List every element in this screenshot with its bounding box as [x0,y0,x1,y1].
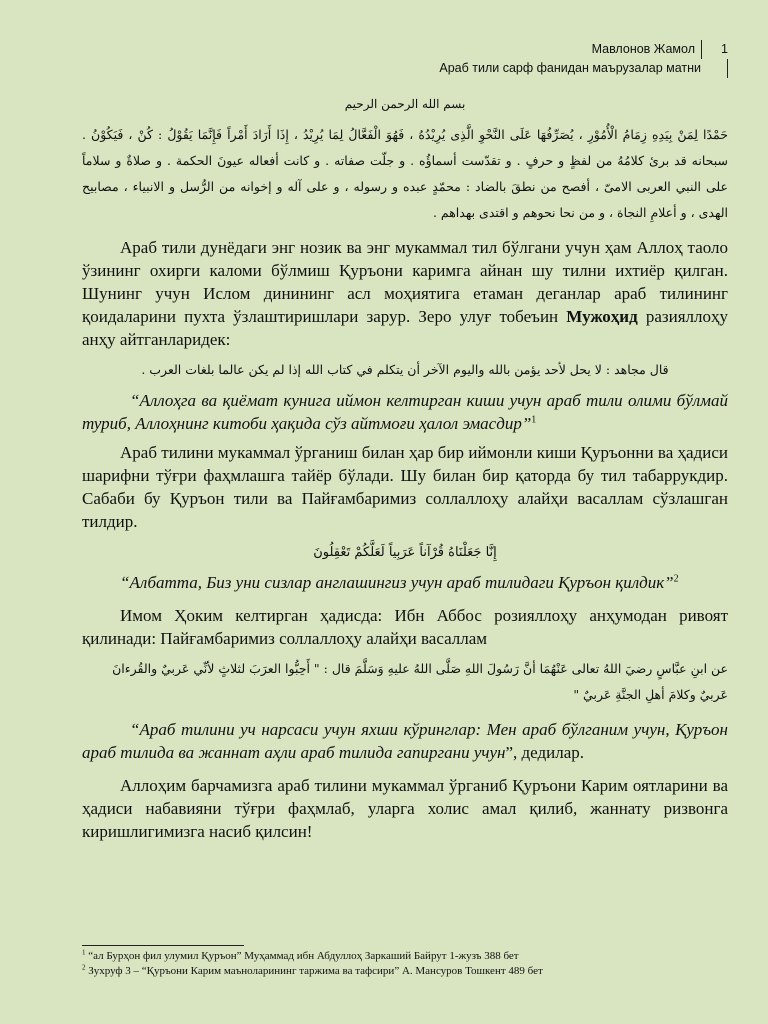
paragraph-1: Араб тили дунёдаги энг нозик ва энг мукаммал тил бўлгани учун ҳам Аллоҳ таоло ўзининг охирги каломи бўлмиш Қуръони каримга айнан шу тилни ихтиёр қилган. Шунинг учун Ислом динининг асл моҳиятига етаман деганлар араб тилининг қоидаларини пухта ўзлаштиришлари зарур. Зеро улуғ тобеъин Мужоҳид разияллоҳу анҳу айтганларидек: [82,238,728,349]
header-author-row [439,40,728,59]
footnote-ref-1: 1 [531,414,537,426]
footnote-1: $^1$ “ал Бурҳон фил улумил Қуръон” Муҳаммад ибн Абдуллоҳ Заркаший Байрут 1-жузъ 388 бет [82,948,519,962]
quote-1: “Аллоҳга ва қиёмат кунига иймон келтирган киши учун араб тили олими бўлмай туриб, Аллоҳнинг китоби ҳақида сўз айтмоғи ҳалол эмасдир”$^1$ [82,391,728,433]
paragraph-4: Аллоҳим барчамизга араб тилини мукаммал ўрганиб Қуръони Карим оятларини ва ҳадиси набавияни тўғри фаҳмлаб, уларга холис амал қилиб, жаннату ризвонга киришлигимизга насиб қилсин! [82,776,728,841]
basmala: بسم الله الرحمن الرحيم [344,97,466,111]
paragraph-2: Араб тилини мукаммал ўрганиш билан ҳар бир иймонли киши Қуръонни ва ҳадиси шарифни тўғри фаҳмлашга тайёр бўлади. Шу билан бир қаторда бу тил табаррукдир. Сабаби бу Қуръон тили ва Пайғамбаримиз соллаллоҳу алайҳи васаллам сўзлашган тилдир. [82,443,728,531]
header-title: Араб тили сарф фанидан маърузалар матни [439,59,728,78]
quote-2: “Албатта, Биз уни сизлар англашингиз учун араб тилидаги Қуръон қилдик”$^2$ [120,573,679,592]
bold-name: Мужоҳид [566,307,638,326]
arabic-quote-mujahid: قال مجاهد : لا يحل لأحد يؤمن بالله واليوم الآخر أن يتكلم في كتاب الله إذا لم يكن عالما بلغات العرب . [141,362,669,377]
hadith-arabic: عن ابنِ عبَّاسٍ رضيَ اللهُ تعالى عَنْهُمَا أنَّ رَسُولَ اللهِ صَلَّى اللهُ عليهِ وَسَلَّمَ قال : " أَحِبُّوا العرَبَ لثلاثٍ لأنِّي عَربيٌ والقُرءانَ عَربيٌ وكلامَ أهلِ الجنَّةِ عَربيٌ " [112,661,728,702]
page-number: 1 [701,40,728,59]
footnote-ref-2: 2 [673,573,679,585]
header-author: Мавлонов Жамол [591,42,695,56]
quote-3: “Араб тилини уч нарсаси учун яхши кўринглар: Мен араб бўлганим учун, Қуръон араб тилида ва жаннат аҳли араб тилида гапиргани учун”, дедилар. [82,720,728,762]
footnote-2: $^2$ Зухруф 3 – “Қуръони Карим маъноларининг таржима ва тафсири” А. Мансуров Тошкент 489 бет [82,963,543,977]
arabic-intro: حَمْدًا لِمَنْ بِيَدِهِ زِمَامُ الْأُمُوْرِ ، يُصَرِّفُهَا عَلَى النَّحْوِ الَّذِى يُرِيْدُهُ ، فَهُوَ الْفَعَّالُ لِمَا يُرِيْدُ ، إِذَا أَرَادَ أَمْراً فَإِنَّمَا يَقُوْلُ : كُنْ ، فَيَكُوْنُ . سبحانه قد برئ كلامُهُ من لفظٍ و حرفٍ . و تقدّست أسماؤُه . و جلّت صفاته . و كانت أفعاله عيونَ الحكمة . و صلاةٌ و سلاماً على النبي العربى الامىّ ، أفصح من نطقَ بالضاد : محمّدٍ عبده و رسوله ، و على آله و إخوانه من الرُّسل و الانبياء ، مصابيح الهدى ، و أعلامِ النجاة ، و من نحا نحوهم و اقتدى بهداهم . [82,127,728,220]
page-header [439,40,728,78]
document-body [82,90,728,843]
footnote-divider [82,945,244,946]
quran-ayah: إِنَّا جَعَلْنَاهُ قُرْآناً عَرَبِياً لَعَلَّكُمْ تَعْقِلُونَ [313,545,497,560]
footnotes [82,945,728,979]
paragraph-3: Имом Ҳоким келтирган ҳадисда: Ибн Аббос розияллоҳу анҳумодан ривоят қилинади: Пайғамбаримиз соллаллоҳу алайҳи васаллам [82,606,728,648]
